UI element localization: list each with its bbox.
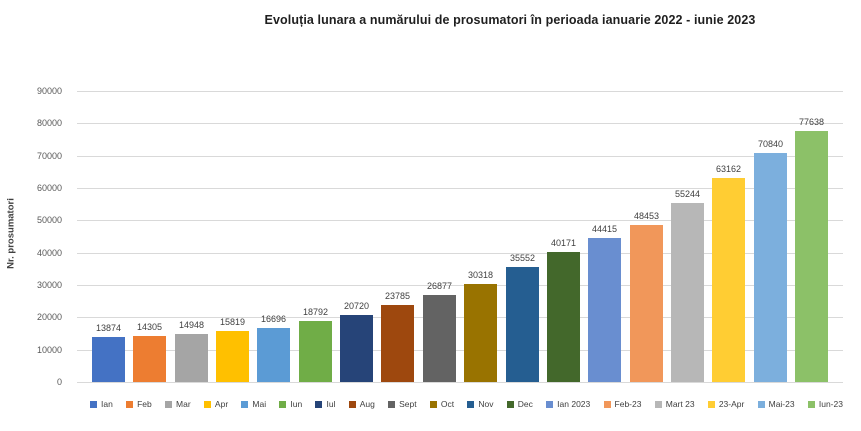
bar-value-label: 44415: [591, 224, 618, 234]
bar-value-label: 20720: [343, 301, 370, 311]
legend-label: Ian: [101, 399, 113, 409]
legend-label: Nov: [478, 399, 494, 409]
legend-item-Ian 2023: [546, 399, 590, 409]
legend-swatch-icon: [507, 401, 514, 408]
legend-swatch-icon: [126, 401, 133, 408]
legend-item-Mar: [165, 399, 191, 409]
legend: [90, 399, 843, 409]
legend-swatch-icon: [241, 401, 248, 408]
bar-Aug: [381, 305, 414, 382]
legend-item-Iun-23: [808, 399, 843, 409]
y-tick-label: 60000: [36, 183, 62, 193]
legend-swatch-icon: [546, 401, 553, 408]
bar-Mai: [257, 328, 290, 382]
legend-item-Iul: [315, 399, 335, 409]
y-tick-label: 20000: [36, 312, 62, 322]
gridline: [77, 156, 843, 157]
legend-swatch-icon: [708, 401, 715, 408]
legend-label: Feb-23: [614, 399, 642, 409]
legend-label: Iun: [290, 399, 303, 409]
legend-item-Oct: [430, 399, 454, 409]
bar-Nov: [506, 267, 539, 382]
bar-value-label: 55244: [674, 189, 701, 199]
bar-Feb-23: [630, 225, 663, 382]
legend-label: Sept: [399, 399, 417, 409]
bar-value-label: 14305: [136, 322, 163, 332]
bar-value-label: 48453: [633, 211, 660, 221]
legend-label: Mart 23: [665, 399, 695, 409]
legend-swatch-icon: [165, 401, 172, 408]
legend-swatch-icon: [388, 401, 395, 408]
legend-label: Ian 2023: [557, 399, 591, 409]
y-tick-label: 50000: [36, 215, 62, 225]
legend-label: 23-Apr: [718, 399, 745, 409]
legend-item-Mai-23: [758, 399, 795, 409]
bar-Feb: [133, 336, 166, 382]
bar-Mai-23: [754, 153, 787, 382]
legend-item-Feb-23: [604, 399, 642, 409]
bar-Mar: [175, 334, 208, 382]
bar-Apr: [216, 331, 249, 382]
bar-Iun: [299, 321, 332, 382]
legend-item-Iun: [279, 399, 302, 409]
bar-value-label: 70840: [757, 139, 784, 149]
bar-value-label: 35552: [509, 253, 536, 263]
legend-item-Ian: [90, 399, 113, 409]
legend-swatch-icon: [430, 401, 437, 408]
bar-Oct: [464, 284, 497, 382]
legend-swatch-icon: [315, 401, 322, 408]
bar-Iul: [340, 315, 373, 382]
bar-value-label: 26877: [426, 281, 453, 291]
bar-value-label: 14948: [178, 320, 205, 330]
bar-23-Apr: [712, 178, 745, 382]
gridline: [77, 123, 843, 124]
y-tick-label: 10000: [36, 345, 62, 355]
legend-item-Nov: [467, 399, 493, 409]
legend-item-Mai: [241, 399, 266, 409]
legend-swatch-icon: [808, 401, 815, 408]
legend-swatch-icon: [655, 401, 662, 408]
bar-Ian 2023: [588, 238, 621, 382]
legend-label: Dec: [517, 399, 533, 409]
legend-item-Sept: [388, 399, 417, 409]
bar-value-label: 23785: [384, 291, 411, 301]
legend-swatch-icon: [349, 401, 356, 408]
legend-label: Apr: [214, 399, 229, 409]
bar-value-label: 40171: [550, 238, 577, 248]
y-tick-label: 80000: [36, 118, 62, 128]
legend-item-Mart 23: [655, 399, 695, 409]
y-tick-label: 70000: [36, 151, 62, 161]
y-tick-label: 40000: [36, 248, 62, 258]
y-tick-label: 0: [56, 377, 62, 387]
legend-label: Oct: [440, 399, 455, 409]
y-tick-label: 90000: [36, 86, 62, 96]
legend-swatch-icon: [758, 401, 765, 408]
legend-label: Aug: [359, 399, 375, 409]
legend-label: Feb: [137, 399, 152, 409]
legend-label: Mai: [252, 399, 267, 409]
legend-label: Mar: [176, 399, 191, 409]
legend-item-Dec: [507, 399, 533, 409]
bar-Sept: [423, 295, 456, 382]
legend-label: Iul: [326, 399, 336, 409]
plot-area: [77, 91, 843, 382]
bar-value-label: 16696: [260, 314, 287, 324]
legend-item-23-Apr: [708, 399, 745, 409]
legend-swatch-icon: [604, 401, 611, 408]
legend-swatch-icon: [467, 401, 474, 408]
bar-value-label: 63162: [715, 164, 742, 174]
chart-title: Evoluția lunara a numărului de prosumatori în perioada ianuarie 2022 - iunie 2023: [264, 13, 756, 27]
bar-value-label: 13874: [95, 323, 122, 333]
y-axis-title: Nr. prosumatori: [5, 198, 17, 269]
legend-item-Apr: [204, 399, 228, 409]
legend-item-Aug: [349, 399, 375, 409]
bar-Ian: [92, 337, 125, 382]
y-tick-label: 30000: [36, 280, 62, 290]
legend-item-Feb: [126, 399, 152, 409]
legend-label: Mai-23: [768, 399, 795, 409]
x-axis-line: [77, 382, 843, 383]
bar-Iun-23: [795, 131, 828, 382]
bar-value-label: 15819: [219, 317, 246, 327]
bar-value-label: 77638: [798, 117, 825, 127]
gridline: [77, 91, 843, 92]
legend-label: Iun-23: [818, 399, 843, 409]
legend-swatch-icon: [90, 401, 97, 408]
bar-Mart 23: [671, 203, 704, 382]
legend-swatch-icon: [204, 401, 211, 408]
legend-swatch-icon: [279, 401, 286, 408]
bar-value-label: 30318: [467, 270, 494, 280]
bar-Dec: [547, 252, 580, 382]
bar-value-label: 18792: [302, 307, 329, 317]
